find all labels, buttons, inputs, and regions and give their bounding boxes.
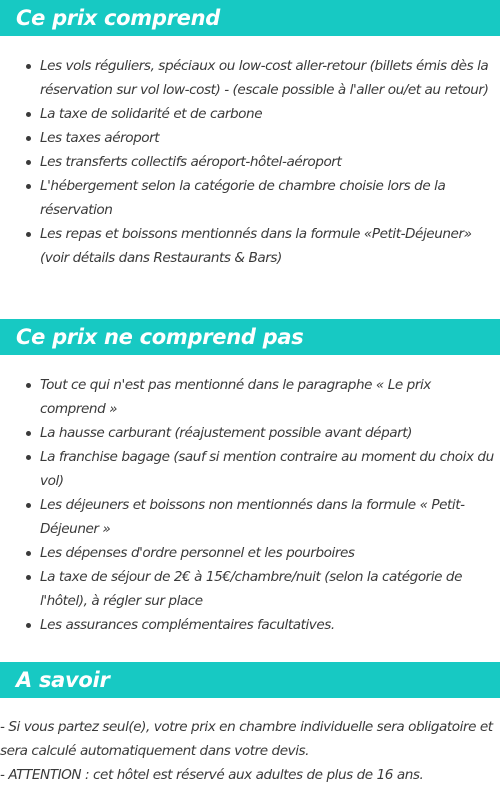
section-header-excludes bbox=[0, 319, 500, 355]
list-item: Les déjeuners et boissons non mentionnés dans la formule « Petit-Déjeuner » bbox=[0, 493, 500, 541]
info-line: - ATTENTION : cet hôtel est réservé aux adultes de plus de 16 ans. bbox=[0, 767, 424, 783]
list-item: Les repas et boissons mentionnés dans la formule «Petit-Déjeuner» (voir détails dans Restaurants & Bars) bbox=[0, 222, 500, 270]
list-item: Les vols réguliers, spéciaux ou low-cost aller-retour (billets émis dès la réservation sur vol low-cost) - (escale possible à l'aller ou/et au retour) bbox=[0, 54, 500, 102]
list-item: L'hébergement selon la catégorie de chambre choisie lors de la réservation bbox=[0, 174, 500, 222]
list-item: Les assurances complémentaires facultatives. bbox=[0, 613, 500, 637]
info-line: - Si vous partez seul(e), votre prix en chambre individuelle sera obligatoire et sera calculé automatiquement dans votre devis. bbox=[0, 719, 493, 759]
section-header-includes bbox=[0, 0, 500, 36]
list-item: La taxe de solidarité et de carbone bbox=[0, 102, 500, 126]
info-block bbox=[0, 715, 498, 787]
section-header-know bbox=[0, 662, 500, 698]
list-item: Les transferts collectifs aéroport-hôtel-aéroport bbox=[0, 150, 500, 174]
section-title: A savoir bbox=[16, 668, 110, 692]
section-title: Ce prix ne comprend pas bbox=[16, 325, 304, 349]
list-item: Les dépenses d'ordre personnel et les pourboires bbox=[0, 541, 500, 565]
list-item: Tout ce qui n'est pas mentionné dans le paragraphe « Le prix comprend » bbox=[0, 373, 500, 421]
list-item: Les taxes aéroport bbox=[0, 126, 500, 150]
list-item: La hausse carburant (réajustement possible avant départ) bbox=[0, 421, 500, 445]
excludes-list bbox=[0, 373, 500, 637]
section-title: Ce prix comprend bbox=[16, 6, 220, 30]
includes-list bbox=[0, 54, 500, 270]
list-item: La franchise bagage (sauf si mention contraire au moment du choix du vol) bbox=[0, 445, 500, 493]
list-item: La taxe de séjour de 2€ à 15€/chambre/nuit (selon la catégorie de l'hôtel), à régler sur place bbox=[0, 565, 500, 613]
